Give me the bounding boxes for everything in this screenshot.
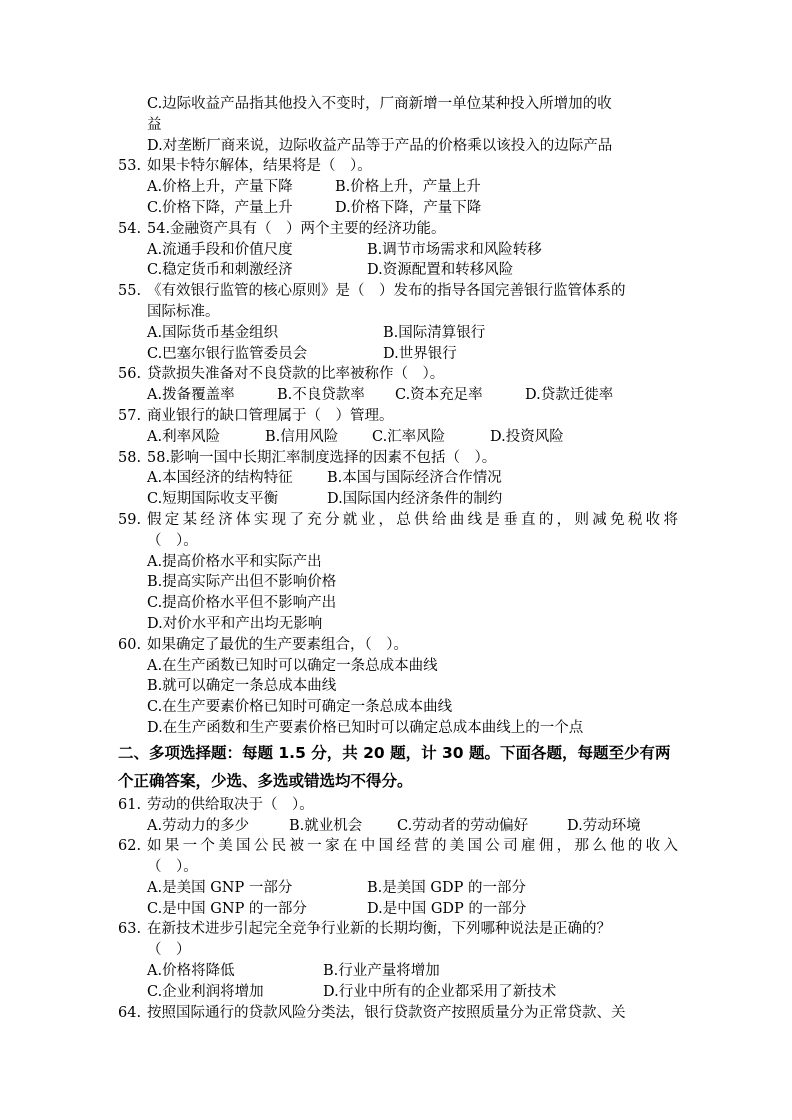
option-b: B.提高实际产出但不影响价格 bbox=[147, 574, 337, 591]
option-d: D.投资风险 bbox=[490, 428, 564, 445]
option-c: C.在生产要素价格已知时可确定一条总成本曲线 bbox=[147, 699, 453, 716]
question-stem-wrap: （ ）。 bbox=[147, 859, 198, 876]
option-a: A.本国经济的结构特征 bbox=[147, 470, 293, 487]
option-a: A.是美国 GNP 一部分 bbox=[147, 879, 293, 896]
option-b: B.就可以确定一条总成本曲线 bbox=[147, 678, 337, 695]
option-b: B.不良贷款率 bbox=[277, 387, 365, 404]
option-a: A.利率风险 bbox=[147, 428, 221, 445]
option-a: A.国际货币基金组织 bbox=[147, 324, 279, 341]
question-57 bbox=[118, 406, 678, 448]
question-stem: 58.影响一国中长期汇率制度选择的因素不包括（ ）。 bbox=[147, 449, 497, 466]
question-55 bbox=[118, 281, 678, 364]
section-heading-line: 二、多项选择题：每题 1.5 分，共 20 题，计 30 题。下面各题，每题至少有两 bbox=[118, 743, 671, 762]
question-64 bbox=[118, 1003, 678, 1024]
option-c: C.是中国 GNP 的一部分 bbox=[147, 900, 307, 917]
option-d: D.行业中所有的企业都采用了新技术 bbox=[323, 983, 557, 1000]
option-c: C.稳定货币和刺激经济 bbox=[147, 262, 293, 279]
question-stem-wrap: （ ）。 bbox=[147, 532, 198, 549]
option-d-line: D.对垄断厂商来说，边际收益产品等于产品的价格乘以该投入的边际产品 bbox=[147, 137, 613, 154]
question-62 bbox=[118, 836, 678, 919]
question-number: 56. bbox=[118, 366, 142, 383]
question-number: 60. bbox=[118, 636, 142, 653]
question-stem: 54.金融资产具有（ ）两个主要的经济功能。 bbox=[147, 220, 446, 237]
question-stem: 《有效银行监管的核心原则》是（ ）发布的指导各国完善银行监管体系的 bbox=[147, 283, 626, 300]
option-a: A.价格上升，产量下降 bbox=[147, 179, 293, 196]
question-stem: 如果一个美国公民被一家在中国经营的美国公司雇佣，那么他的收入 bbox=[147, 838, 678, 855]
question-stem-wrap: （ ） bbox=[147, 942, 191, 959]
option-c-line-wrap: 益 bbox=[147, 116, 162, 133]
question-number: 62. bbox=[118, 838, 142, 855]
question-60 bbox=[118, 635, 678, 739]
question-number: 64. bbox=[118, 1004, 142, 1021]
question-stem: 假定某经济体实现了充分就业，总供给曲线是垂直的，则减免税收将 bbox=[147, 511, 678, 528]
option-c: C.劳动者的劳动偏好 bbox=[397, 817, 529, 834]
option-a: A.流通手段和价值尺度 bbox=[147, 241, 293, 258]
question-58 bbox=[118, 448, 678, 510]
option-d: D.对价水平和产出均无影响 bbox=[147, 615, 323, 632]
question-stem: 如果确定了最优的生产要素组合，（ ）。 bbox=[147, 636, 408, 653]
option-c: C.资本充足率 bbox=[395, 387, 483, 404]
option-d: D.世界银行 bbox=[383, 345, 457, 362]
question-number: 55. bbox=[118, 283, 142, 300]
question-number: 59. bbox=[118, 511, 142, 528]
question-number: 61. bbox=[118, 796, 142, 813]
option-b: B.本国与国际经济合作情况 bbox=[327, 470, 502, 487]
option-c: C.汇率风险 bbox=[372, 428, 446, 445]
option-b: B.国际清算银行 bbox=[383, 324, 486, 341]
option-c: C.企业利润将增加 bbox=[147, 983, 264, 1000]
question-59 bbox=[118, 510, 678, 635]
option-b: B.行业产量将增加 bbox=[323, 963, 440, 980]
option-b: B.就业机会 bbox=[289, 817, 363, 834]
exam-content bbox=[118, 94, 678, 1023]
option-d: D.贷款迁徙率 bbox=[525, 387, 614, 404]
question-number: 54. bbox=[118, 220, 142, 237]
option-d: D.是中国 GDP 的一部分 bbox=[367, 900, 527, 917]
option-a: A.价格将降低 bbox=[147, 963, 235, 980]
question-stem: 贷款损失准备对不良贷款的比率被称作（ ）。 bbox=[147, 366, 445, 383]
option-a: A.拨备覆盖率 bbox=[147, 387, 235, 404]
question-number: 63. bbox=[118, 921, 142, 938]
option-d: D.资源配置和转移风险 bbox=[367, 262, 514, 279]
question-53 bbox=[118, 156, 678, 218]
option-c: C.提高价格水平但不影响产出 bbox=[147, 595, 337, 612]
question-56 bbox=[118, 364, 678, 406]
option-d: D.国际国内经济条件的制约 bbox=[327, 491, 503, 508]
option-c: C.价格下降，产量上升 bbox=[147, 199, 293, 216]
option-c: C.巴塞尔银行监管委员会 bbox=[147, 345, 308, 362]
question-stem: 劳动的供给取决于（ ）。 bbox=[147, 796, 314, 813]
question-number: 58. bbox=[118, 449, 142, 466]
question-63 bbox=[118, 919, 678, 1002]
option-d: D.劳动环境 bbox=[567, 817, 641, 834]
section-heading-line-wrap: 个正确答案，少选、多选或错选均不得分。 bbox=[118, 771, 413, 790]
question-number: 53. bbox=[118, 158, 142, 175]
option-d: D.在生产函数和生产要素价格已知时可以确定总成本曲线上的一个点 bbox=[147, 719, 584, 736]
question-stem-wrap: 国际标准。 bbox=[147, 303, 220, 320]
question-61 bbox=[118, 795, 678, 837]
option-b: B.调节市场需求和风险转移 bbox=[367, 241, 542, 258]
option-a: A.在生产函数已知时可以确定一条总成本曲线 bbox=[147, 657, 438, 674]
option-b: B.是美国 GDP 的一部分 bbox=[367, 879, 526, 896]
option-b: B.价格上升，产量上升 bbox=[335, 179, 481, 196]
section-heading-multiple-choice bbox=[118, 739, 678, 795]
question-stem: 如果卡特尔解体，结果将是（ ）。 bbox=[147, 158, 372, 175]
option-b: B.信用风险 bbox=[265, 428, 339, 445]
option-a: A.提高价格水平和实际产出 bbox=[147, 553, 322, 570]
option-c-line: C.边际收益产品指其他投入不变时，厂商新增一单位某种投入所增加的收 bbox=[147, 96, 612, 112]
question-number: 57. bbox=[118, 407, 142, 424]
question-54 bbox=[118, 219, 678, 281]
question-52-continuation bbox=[118, 94, 678, 156]
option-a: A.劳动力的多少 bbox=[147, 817, 250, 834]
question-stem: 按照国际通行的贷款风险分类法，银行贷款资产按照质量分为正常贷款、关 bbox=[147, 1004, 626, 1021]
question-stem: 商业银行的缺口管理属于（ ）管理。 bbox=[147, 407, 394, 424]
question-stem: 在新技术进步引起完全竞争行业新的长期均衡，下列哪种说法是正确的？ bbox=[147, 921, 611, 938]
option-d: D.价格下降，产量下降 bbox=[335, 199, 482, 216]
option-c: C.短期国际收支平衡 bbox=[147, 491, 279, 508]
